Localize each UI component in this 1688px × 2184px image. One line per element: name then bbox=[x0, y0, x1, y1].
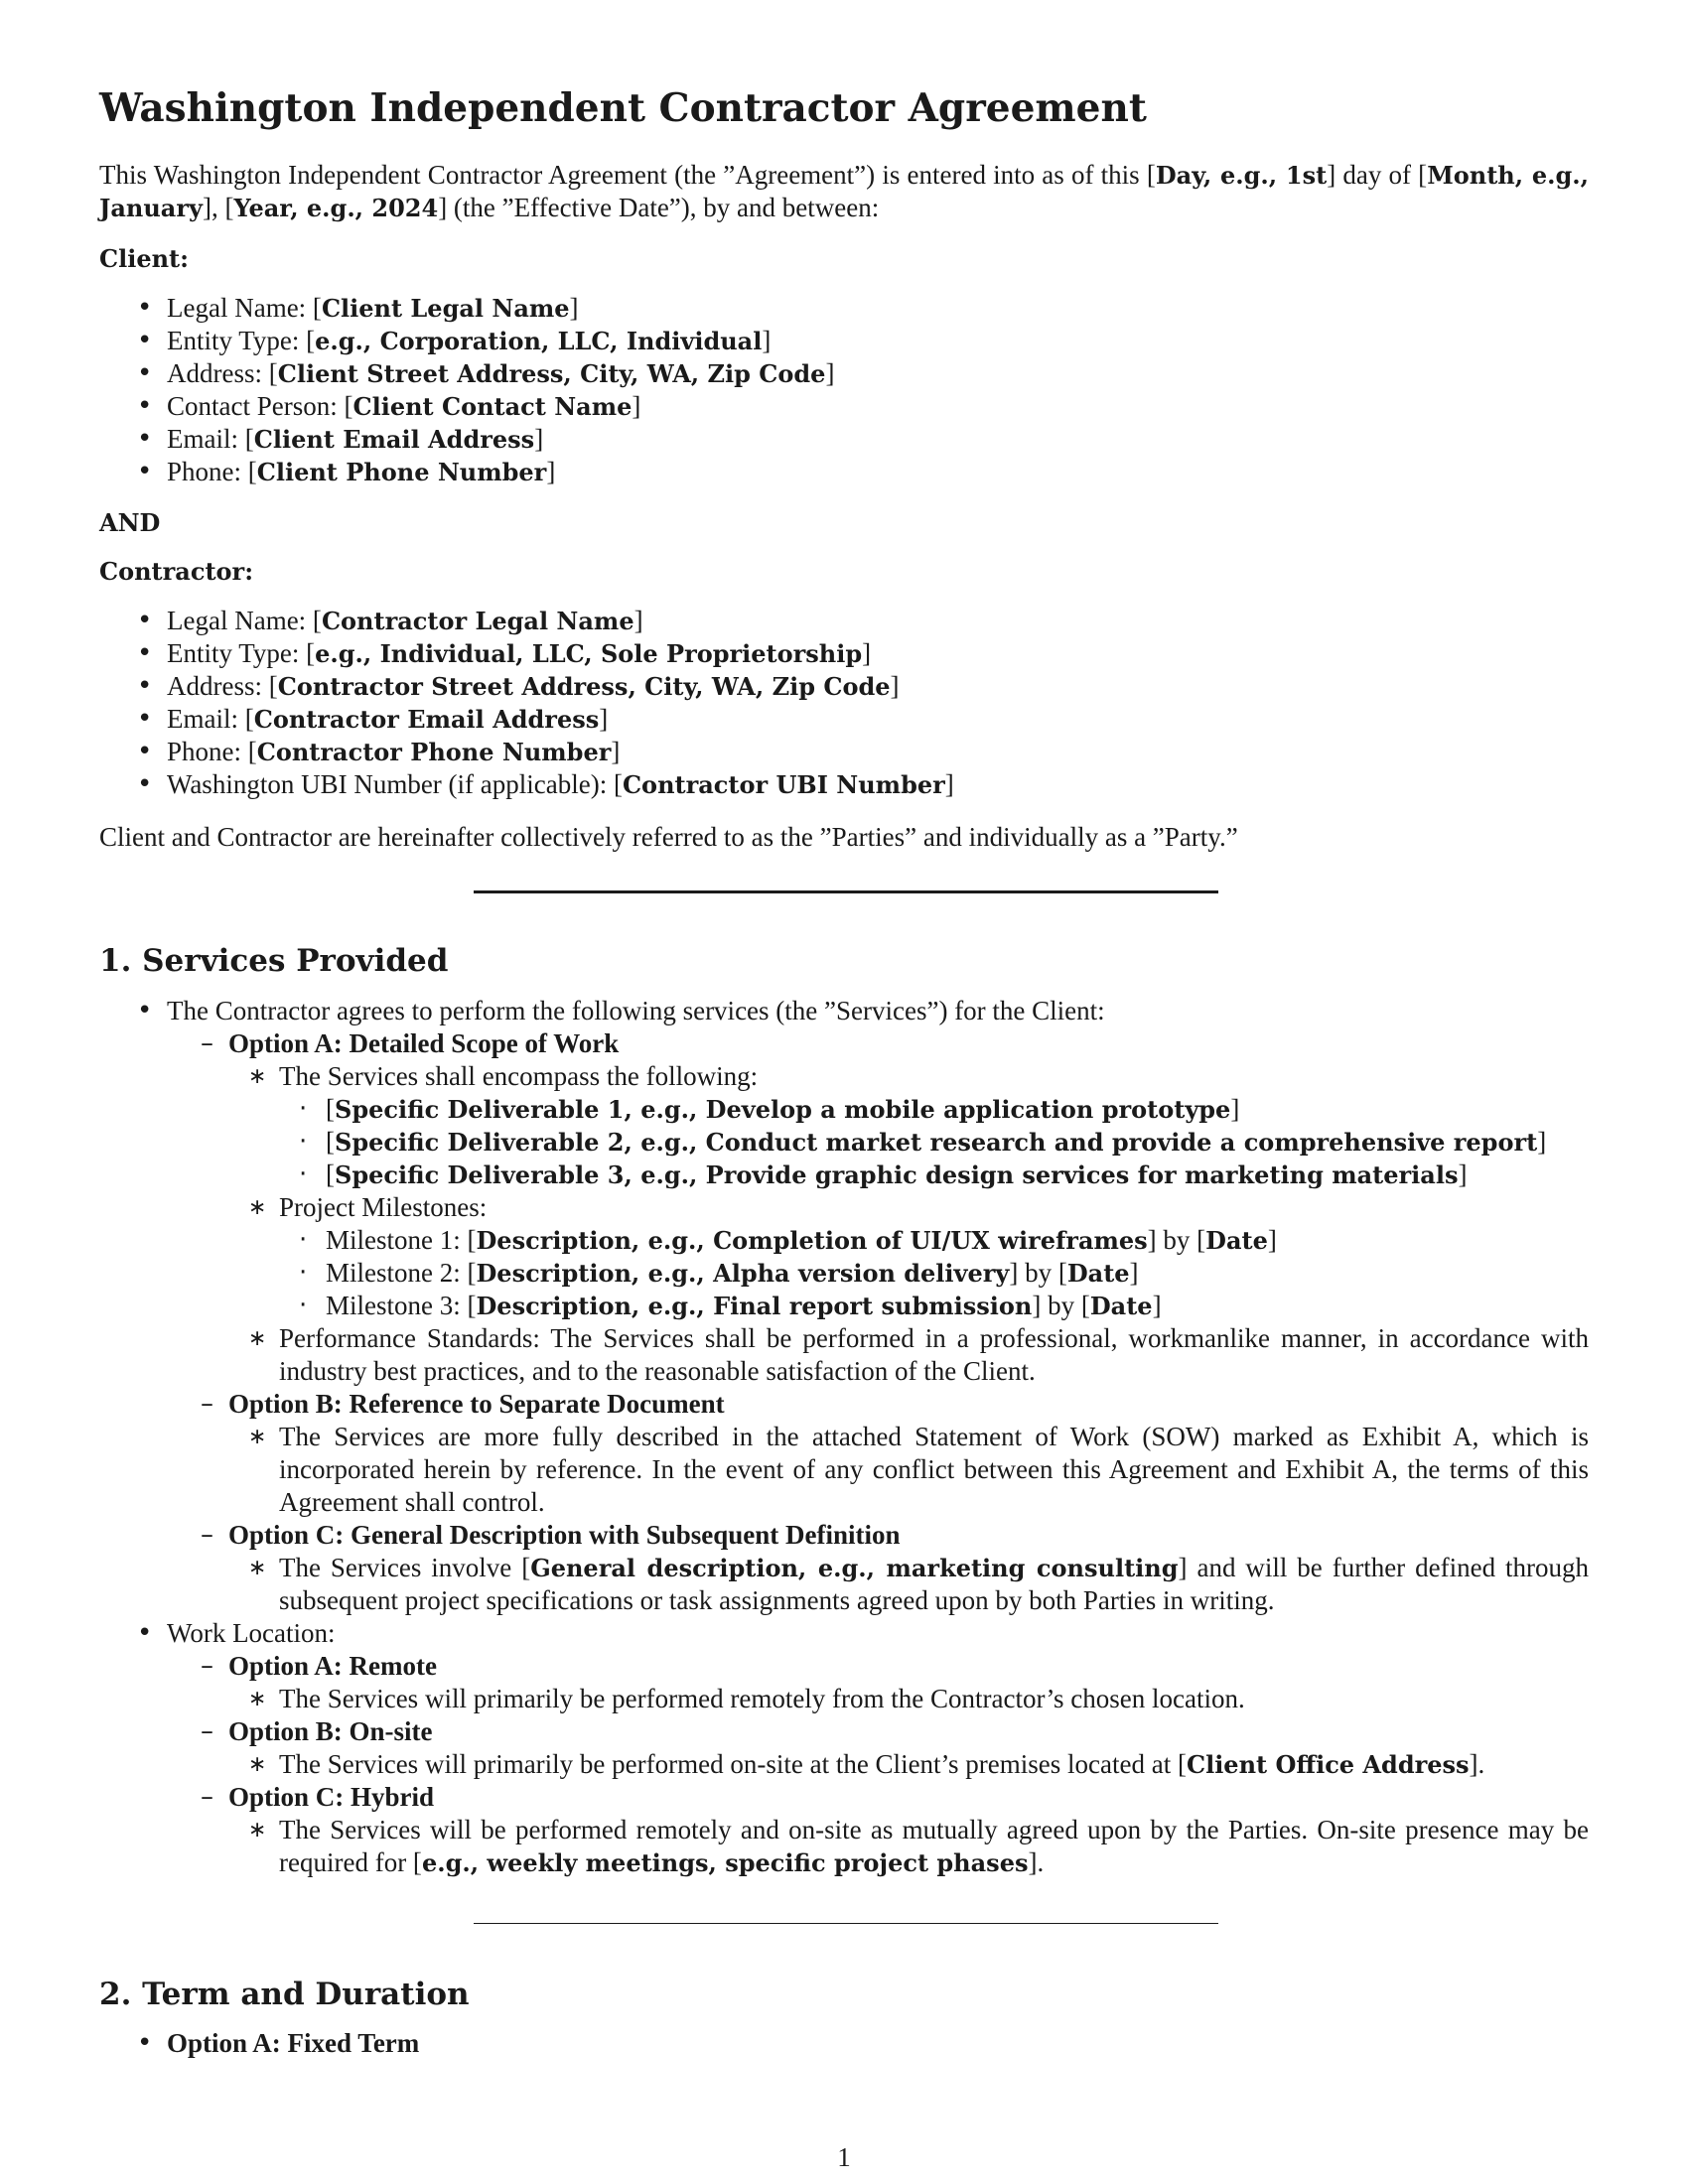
section-2-heading: 2. Term and Duration bbox=[99, 1977, 470, 2012]
performance-standards: Performance Standards: The Services shall be performed in a professional, workmanlike manner, in accordance with industry best practices, and to the reasonable satisfaction of the Client. bbox=[279, 1323, 1589, 1386]
bullet-icon: • bbox=[137, 326, 153, 355]
client-legal-name: Legal Name: [Client Legal Name] bbox=[167, 293, 579, 323]
section-divider bbox=[474, 1923, 1218, 1924]
asterisk-icon: ∗ bbox=[248, 1326, 267, 1351]
wl-option-b-title: Option B: On-site bbox=[228, 1716, 433, 1746]
contractor-ubi-number: Washington UBI Number (if applicable): [Contractor UBI Number] bbox=[167, 769, 954, 799]
deliverable-3: [Specific Deliverable 3, e.g., Provide graphic design services for marketing materials] bbox=[326, 1160, 1468, 1189]
section-1-heading: 1. Services Provided bbox=[99, 943, 449, 979]
dot-icon: · bbox=[299, 1291, 308, 1320]
dot-icon: · bbox=[299, 1225, 308, 1255]
asterisk-icon: ∗ bbox=[248, 1752, 267, 1777]
dot-icon: · bbox=[299, 1094, 308, 1124]
wl-option-b-text: The Services will primarily be performed on-site at the Client’s premises located at [Client Office Address]. bbox=[279, 1749, 1485, 1779]
contractor-entity-type: Entity Type: [e.g., Individual, LLC, Sole Proprietorship] bbox=[167, 638, 872, 668]
bullet-icon: • bbox=[137, 1618, 153, 1648]
client-phone: Phone: [Client Phone Number] bbox=[167, 457, 556, 486]
milestone-1: Milestone 1: [Description, e.g., Completion of UI/UX wireframes] by [Date] bbox=[326, 1225, 1277, 1255]
asterisk-icon: ∗ bbox=[248, 1425, 267, 1449]
parties-paragraph: Client and Contractor are hereinafter collectively referred to as the ”Parties” and individually as a ”Party.” bbox=[99, 822, 1238, 852]
document-title: Washington Independent Contractor Agreement bbox=[99, 85, 1147, 131]
contractor-legal-name: Legal Name: [Contractor Legal Name] bbox=[167, 606, 643, 635]
bullet-icon: • bbox=[137, 996, 153, 1025]
bullet-icon: • bbox=[137, 671, 153, 701]
intro-paragraph: This Washington Independent Contractor Agreement (the ”Agreement”) is entered into as of this [Day, e.g., 1st] day of [Month, e.g., January], [Year, e.g., 2024] (the ”Effective Date”), by and between: bbox=[99, 160, 1590, 222]
milestone-2: Milestone 2: [Description, e.g., Alpha version delivery] by [Date] bbox=[326, 1258, 1139, 1288]
wl-option-a-title: Option A: Remote bbox=[228, 1651, 437, 1681]
option-a-encompass: The Services shall encompass the following: bbox=[279, 1061, 759, 1091]
work-location-label: Work Location: bbox=[167, 1618, 336, 1648]
contractor-phone: Phone: [Contractor Phone Number] bbox=[167, 737, 621, 766]
asterisk-icon: ∗ bbox=[248, 1818, 267, 1843]
option-c-text: The Services involve [General description, e.g., marketing consulting] and will be further defined through subsequent project specifications or task assignments agreed upon by both Parties in writing. bbox=[279, 1553, 1589, 1615]
option-c-title: Option C: General Description with Subsequent Definition bbox=[228, 1520, 901, 1550]
client-email: Email: [Client Email Address] bbox=[167, 424, 544, 454]
wl-option-c-text: The Services will be performed remotely and on-site as mutually agreed upon by the Parties. On-site presence may be required for [e.g., weekly meetings, specific project phases]. bbox=[279, 1815, 1589, 1877]
option-b-title: Option B: Reference to Separate Document bbox=[228, 1389, 725, 1419]
section-divider bbox=[474, 890, 1218, 893]
bullet-icon: • bbox=[137, 424, 153, 454]
dash-icon: – bbox=[201, 1389, 213, 1419]
contractor-email: Email: [Contractor Email Address] bbox=[167, 704, 609, 734]
deliverable-1: [Specific Deliverable 1, e.g., Develop a mobile application prototype] bbox=[326, 1094, 1240, 1124]
dash-icon: – bbox=[201, 1028, 213, 1058]
and-label: AND bbox=[99, 508, 161, 537]
services-intro: The Contractor agrees to perform the following services (the ”Services”) for the Client: bbox=[167, 996, 1105, 1025]
bullet-icon: • bbox=[137, 769, 153, 799]
bullet-icon: • bbox=[137, 606, 153, 635]
page-number: 1 bbox=[837, 2142, 851, 2172]
client-address: Address: [Client Street Address, City, WA, Zip Code] bbox=[167, 358, 835, 388]
asterisk-icon: ∗ bbox=[248, 1687, 267, 1711]
deliverable-2: [Specific Deliverable 2, e.g., Conduct market research and provide a comprehensive report] bbox=[326, 1127, 1547, 1157]
contractor-address: Address: [Contractor Street Address, City, WA, Zip Code] bbox=[167, 671, 900, 701]
bullet-icon: • bbox=[137, 391, 153, 421]
option-b-text: The Services are more fully described in the attached Statement of Work (SOW) marked as Exhibit A, which is incorporated herein by reference. In the event of any conflict between this Agreement and Exhibit A, the terms of this Agreement shall control. bbox=[279, 1422, 1589, 1517]
bullet-icon: • bbox=[137, 737, 153, 766]
dot-icon: · bbox=[299, 1258, 308, 1288]
dot-icon: · bbox=[299, 1127, 308, 1157]
milestone-3: Milestone 3: [Description, e.g., Final report submission] by [Date] bbox=[326, 1291, 1162, 1320]
bullet-icon: • bbox=[137, 457, 153, 486]
option-a-title: Option A: Detailed Scope of Work bbox=[228, 1028, 620, 1058]
asterisk-icon: ∗ bbox=[248, 1195, 267, 1220]
dash-icon: – bbox=[201, 1520, 213, 1550]
dash-icon: – bbox=[201, 1782, 213, 1812]
dash-icon: – bbox=[201, 1716, 213, 1746]
dot-icon: · bbox=[299, 1160, 308, 1189]
bullet-icon: • bbox=[137, 293, 153, 323]
bullet-icon: • bbox=[137, 358, 153, 388]
contractor-label: Contractor: bbox=[99, 557, 254, 586]
bullet-icon: • bbox=[137, 704, 153, 734]
client-entity-type: Entity Type: [e.g., Corporation, LLC, Individual] bbox=[167, 326, 772, 355]
asterisk-icon: ∗ bbox=[248, 1064, 267, 1089]
client-contact-person: Contact Person: [Client Contact Name] bbox=[167, 391, 641, 421]
wl-option-a-text: The Services will primarily be performed remotely from the Contractor’s chosen location. bbox=[279, 1684, 1245, 1713]
asterisk-icon: ∗ bbox=[248, 1556, 267, 1580]
term-option-a-title: Option A: Fixed Term bbox=[167, 2028, 420, 2058]
milestones-label: Project Milestones: bbox=[279, 1192, 488, 1222]
client-label: Client: bbox=[99, 244, 189, 273]
bullet-icon: • bbox=[137, 638, 153, 668]
bullet-icon: • bbox=[137, 2028, 153, 2058]
wl-option-c-title: Option C: Hybrid bbox=[228, 1782, 435, 1812]
dash-icon: – bbox=[201, 1651, 213, 1681]
